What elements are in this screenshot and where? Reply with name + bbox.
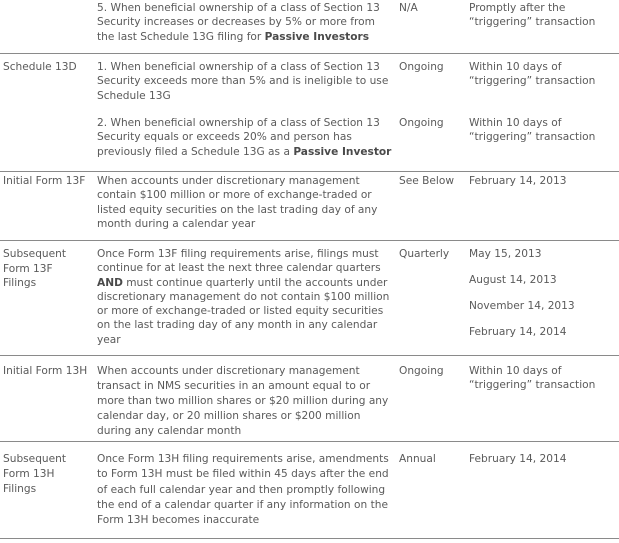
- frequency-cell: Ongoing: [399, 117, 444, 129]
- deadline-cell: Promptly after the “triggering” transaction: [469, 2, 596, 29]
- and-term: AND: [97, 276, 123, 289]
- row-divider: [0, 538, 619, 539]
- frequency-cell: Annual: [399, 453, 436, 465]
- frequency-cell: Ongoing: [399, 365, 444, 377]
- deadline-cell: February 14, 2014: [469, 453, 567, 465]
- passive-investors-term: Passive Investors: [264, 30, 370, 43]
- row-divider: [0, 441, 619, 442]
- deadline-cell: Within 10 days of “triggering” transaction: [469, 365, 596, 392]
- requirement-cell: 2. When beneficial ownership of a class of Section 13 Security equals or exceeds 20% and person has previously filed a Schedule 13G as a Passive Investor: [97, 117, 392, 158]
- deadline-cell: Within 10 days of “triggering” transaction: [469, 117, 596, 144]
- frequency-cell: Quarterly: [399, 248, 450, 260]
- frequency-cell: N/A: [399, 2, 418, 14]
- row-divider: [0, 240, 619, 241]
- form-label-cell: Schedule 13D: [3, 61, 77, 73]
- requirement-cell: 1. When beneficial ownership of a class of Section 13 Security exceeds more than 5% and is ineligible to use Schedule 13G: [97, 61, 389, 102]
- form-label-cell: Subsequent Form 13H Filings: [3, 453, 67, 495]
- requirement-cell: Once Form 13H filing requirements arise, amendments to Form 13H must be filed within 45 days after the end of each full calendar year and then promptly following the end of a calendar quarter if any information on the Form 13H becomes inaccurate: [97, 453, 389, 527]
- requirement-cell: When accounts under discretionary management contain $100 million or more of exchange-traded or listed equity securities on the last trading day of any month during a calendar year: [97, 175, 378, 230]
- form-label-cell: Initial Form 13F: [3, 175, 86, 187]
- row-divider: [0, 53, 619, 54]
- passive-investor-term: Passive Investor: [293, 145, 392, 158]
- deadline-cell: May 15, 2013 August 14, 2013 November 14, 2013 February 14, 2014: [469, 248, 575, 338]
- requirement-cell: Once Form 13F filing requirements arise, filings must continue for at least the next three calendar quarters AND must continue quarterly until the accounts under discretionary management do not contain $100 million or more of exchange-traded or listed equity securities on the last trading day of any month in any calendar year: [97, 248, 390, 346]
- requirement-cell: 5. When beneficial ownership of a class of Section 13 Security increases or decreases by 5% or more from the last Schedule 13G filing for Passive Investors: [97, 2, 380, 43]
- requirement-cell: When accounts under discretionary management transact in NMS securities in an amount equal to or more than two million shares or $20 million during any calendar day, or 20 million shares or $200 million during any calendar month: [97, 365, 389, 437]
- frequency-cell: See Below: [399, 175, 455, 187]
- frequency-cell: Ongoing: [399, 61, 444, 73]
- deadline-cell: February 14, 2013: [469, 175, 567, 187]
- row-divider: [0, 171, 619, 172]
- row-divider: [0, 355, 619, 356]
- form-label-cell: Subsequent Form 13F Filings: [3, 248, 67, 290]
- form-label-cell: Initial Form 13H: [3, 365, 88, 377]
- deadline-cell: Within 10 days of “triggering” transaction: [469, 61, 596, 88]
